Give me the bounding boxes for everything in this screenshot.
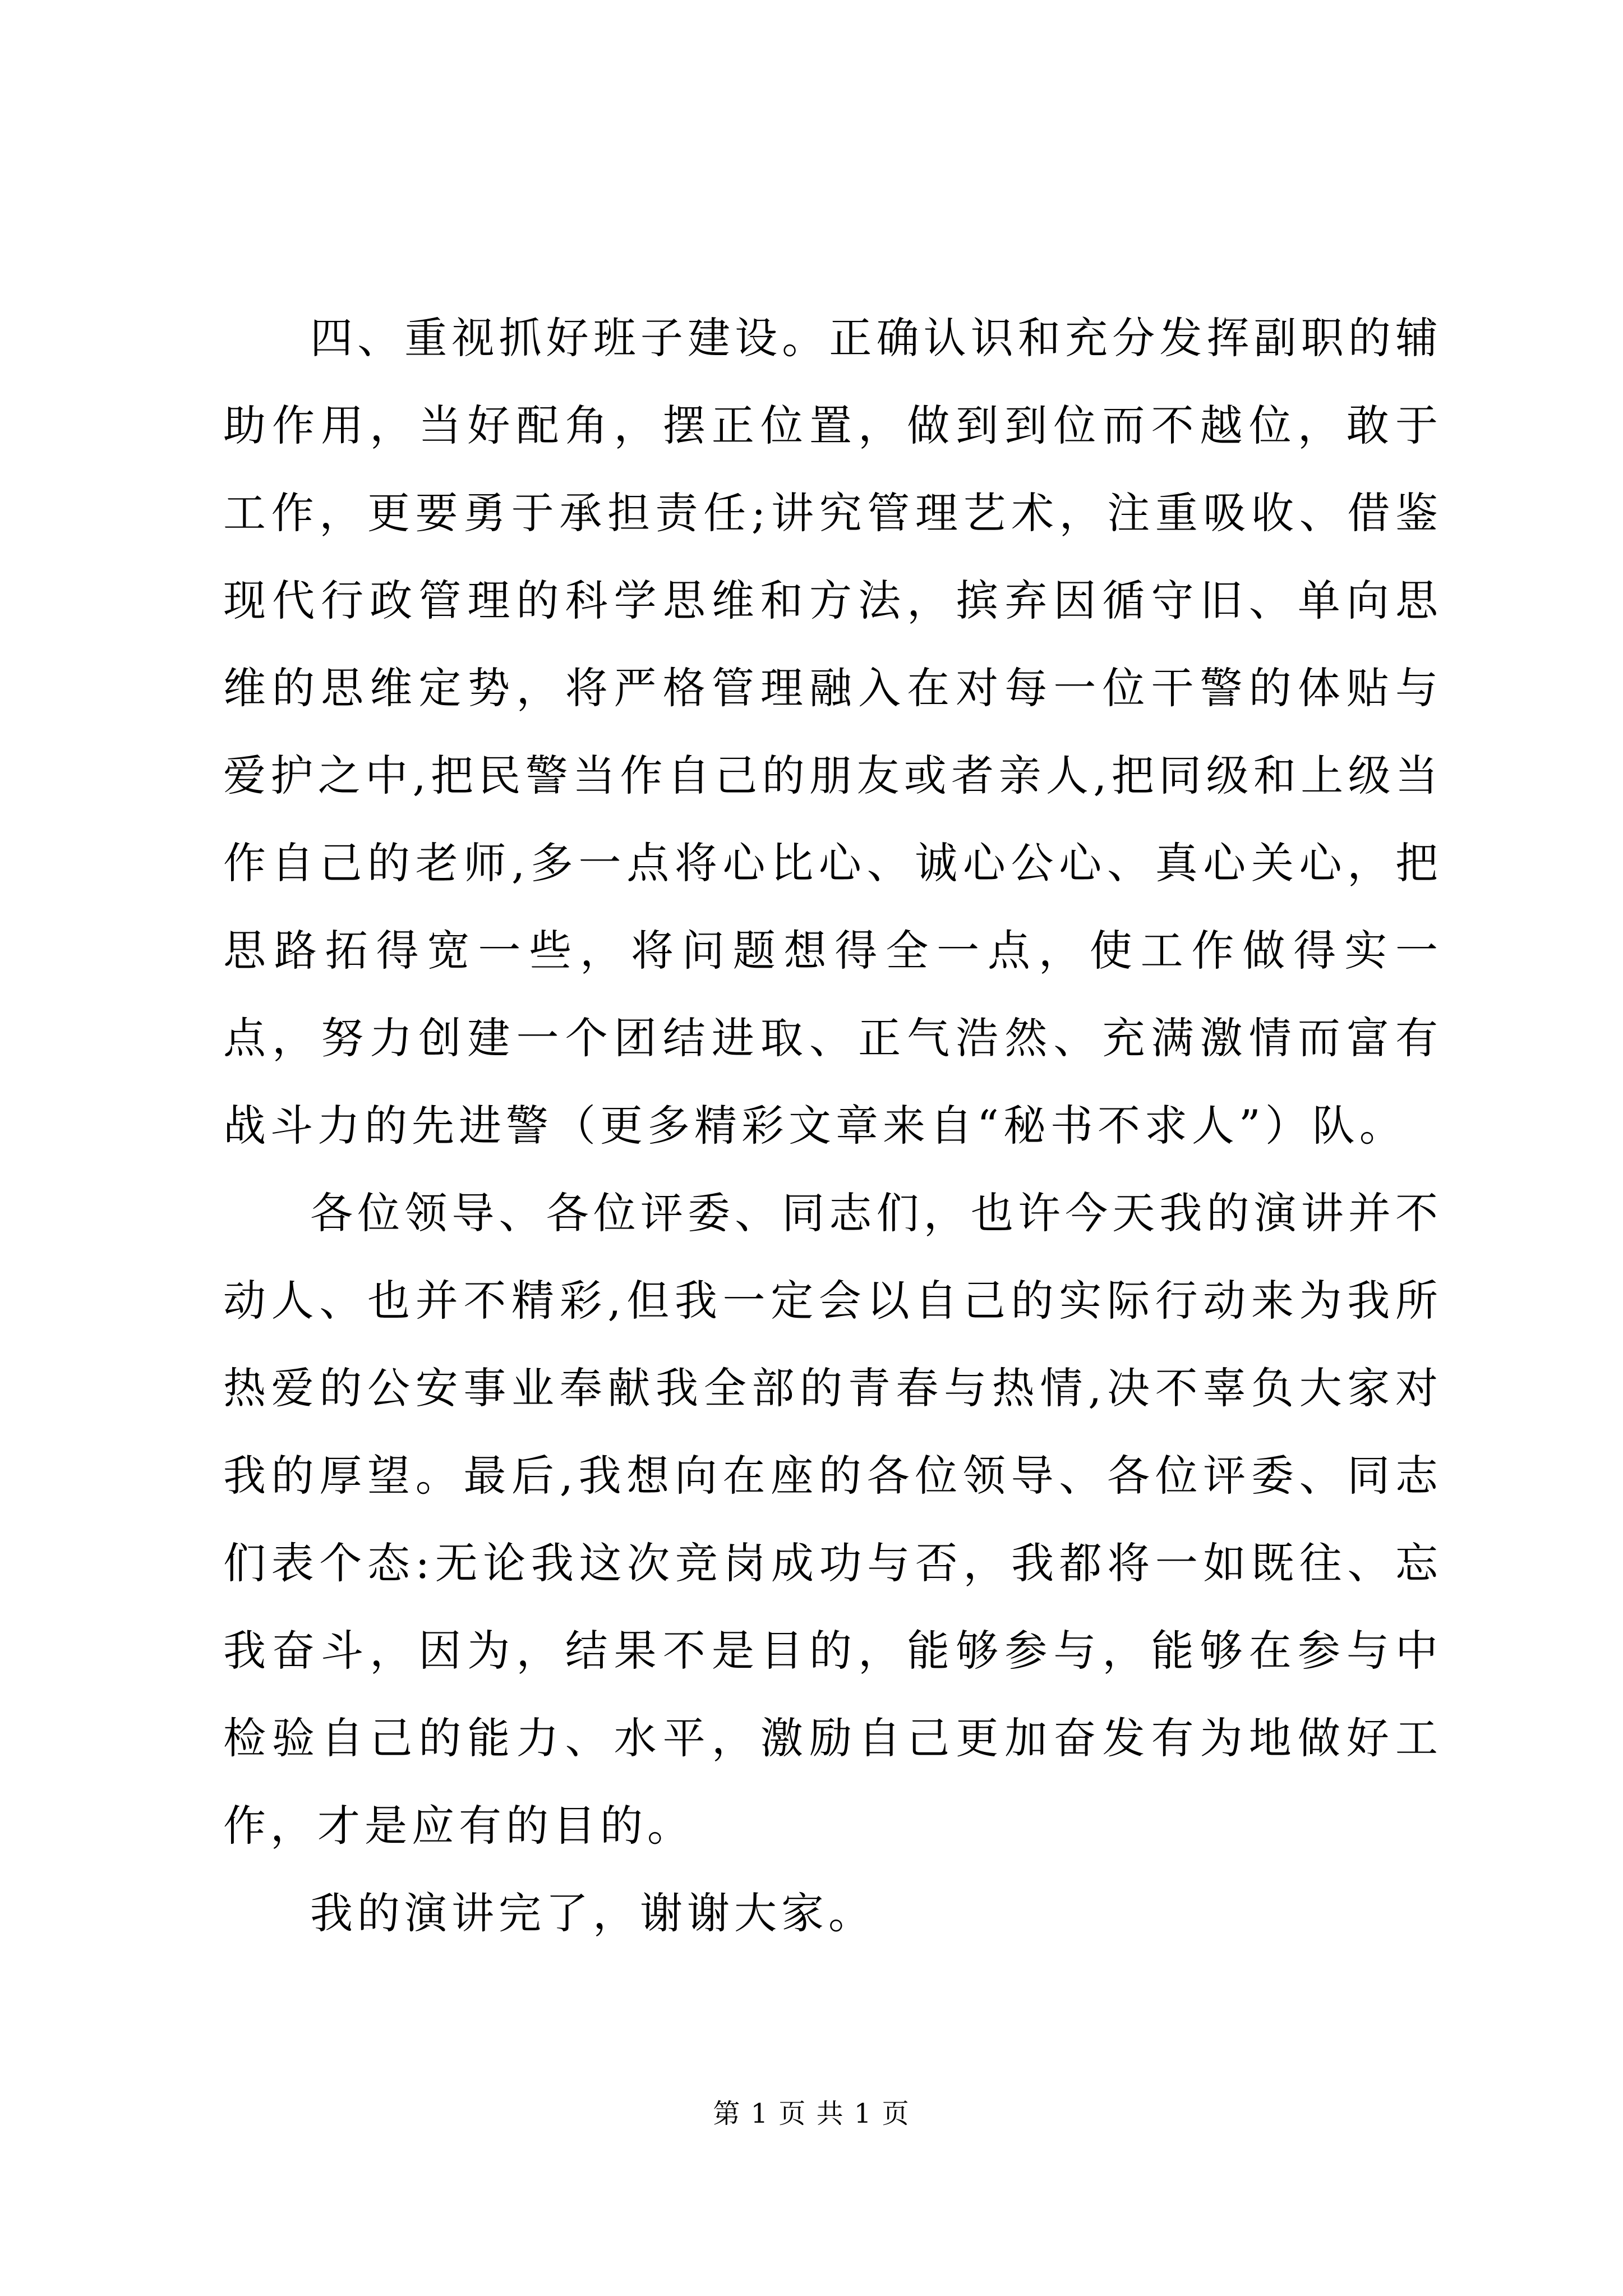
paragraph-team-building: 四、重视抓好班子建设。正确认识和充分发挥副职的辅助作用，当好配角，摆正位置，做到到位而不越位，敢于工作，更要勇于承担责任;讲究管理艺术，注重吸收、借鉴现代行政管理的科学思维和方法，摈弃因循守旧、单向思维的思维定势，将严格管理融入在对每一位干警的体贴与爱护之中,把民警当作自己的朋友或者亲人,把同级和上级当作自己的老师,多一点将心比心、诚心公心、真心关心，把思路拓得宽一些，将问题想得全一点，使工作做得实一点，努力创建一个团结进取、正气浩然、充满激情而富有战斗力的先进警（更多精彩文章来自“秘书不求人”）队。 [223,313,1442,1151]
paragraph-closing-statement: 各位领导、各位评委、同志们，也许今天我的演讲并不动人、也并不精彩,但我一定会以自己的实际行动来为我所热爱的公安事业奉献我全部的青春与热情,决不辜负大家对我的厚望。最后,我想向在座的各位领导、各位评委、同志们表个态:无论我这次竞岗成功与否，我都将一如既往、忘我奋斗，因为，结果不是目的，能够参与，能够在参与中检验自己的能力、水平，激励自己更加奋发有为地做好工作，才是应有的目的。 [223,1188,1442,1851]
document-body [223,295,1442,1957]
page-footer: 第 1 页 共 1 页 [713,2098,910,2129]
paragraph-thanks: 我的演讲完了，谢谢大家。 [310,1888,875,1938]
